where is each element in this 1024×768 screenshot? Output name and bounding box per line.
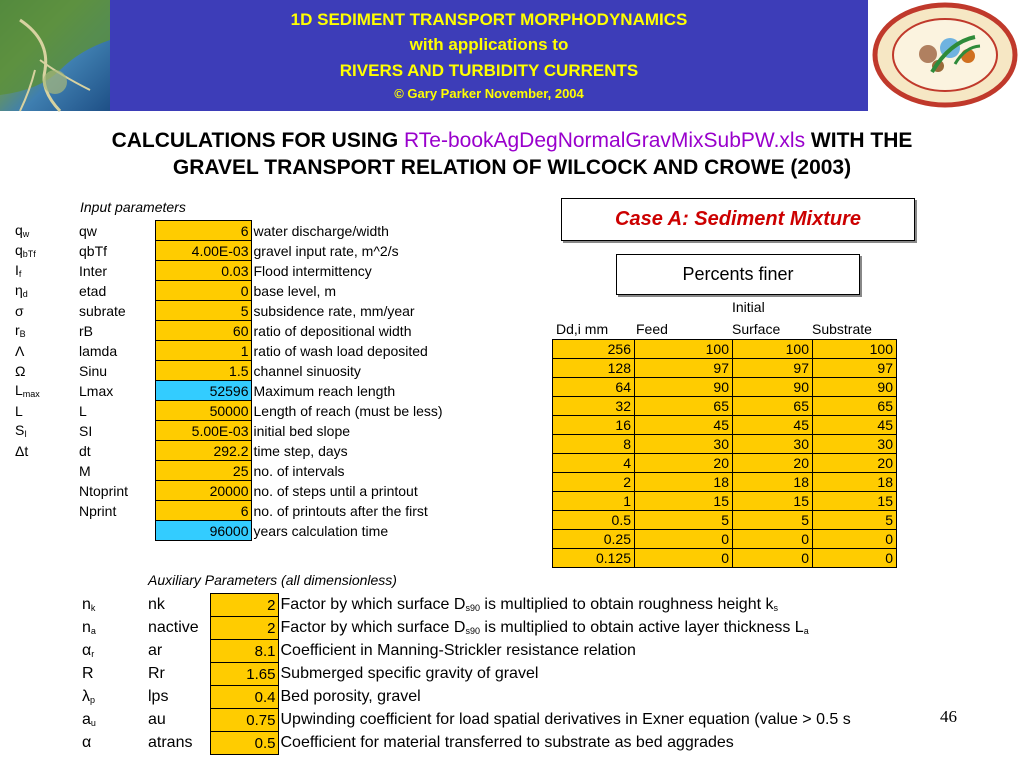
pct-diameter: 4 xyxy=(553,454,635,473)
param-value: 1 xyxy=(155,341,251,361)
param-name: dt xyxy=(79,442,91,459)
pct-feed: 97 xyxy=(635,359,733,378)
aux-symbol-sub: a xyxy=(90,626,96,636)
param-value: 0 xyxy=(155,281,251,301)
param-name: qw xyxy=(79,222,97,239)
param-value: 50000 xyxy=(155,401,251,421)
aux-description xyxy=(278,594,1018,617)
aux-value: 0.5 xyxy=(210,732,278,755)
pct-substrate: 0 xyxy=(813,549,897,568)
param-symbol-sub: max xyxy=(22,389,40,399)
pct-feed: 65 xyxy=(635,397,733,416)
input-row xyxy=(13,381,422,401)
param-name: SI xyxy=(79,422,93,439)
pct-row xyxy=(553,511,897,530)
param-name: lamda xyxy=(79,342,118,359)
pct-feed: 45 xyxy=(635,416,733,435)
pct-feed: 90 xyxy=(635,378,733,397)
aux-row xyxy=(80,617,1018,640)
pct-substrate: 5 xyxy=(813,511,897,530)
param-value: 52596 xyxy=(155,381,251,401)
input-row xyxy=(13,521,422,541)
pct-feed: 100 xyxy=(635,340,733,359)
aux-desc-text: Upwinding coefficient for load spatial derivatives in Exner equation (value > 0.5 s xyxy=(280,711,851,728)
param-name: Lmax xyxy=(79,382,114,399)
title-prefix: CALCULATIONS FOR USING xyxy=(111,129,404,152)
pct-surface: 30 xyxy=(733,435,813,454)
pct-row xyxy=(553,530,897,549)
aux-name: atrans xyxy=(148,734,193,751)
param-description: Flood intermittency xyxy=(253,262,372,279)
aux-symbol-sub: u xyxy=(90,718,96,728)
pct-diameter: 0.25 xyxy=(553,530,635,549)
pct-head-feed: Feed xyxy=(636,321,668,337)
param-symbol-main: Ω xyxy=(15,362,26,379)
pct-diameter: 1 xyxy=(553,492,635,511)
aux-symbol-main: α xyxy=(82,642,92,659)
param-symbol xyxy=(13,401,77,421)
param-name: Nprint xyxy=(79,502,117,519)
aux-symbol xyxy=(80,594,146,617)
param-name: Inter xyxy=(79,262,108,279)
pct-row xyxy=(553,340,897,359)
input-row xyxy=(13,261,422,281)
aux-name: nk xyxy=(148,596,165,613)
param-value: 0.03 xyxy=(155,261,251,281)
aux-row xyxy=(80,709,1018,732)
aux-desc-text: Factor by which surface D xyxy=(280,619,466,636)
pct-row xyxy=(553,454,897,473)
param-value: 6 xyxy=(155,501,251,521)
param-description: Length of reach (must be less) xyxy=(253,402,443,419)
pct-feed: 15 xyxy=(635,492,733,511)
pct-surface: 5 xyxy=(733,511,813,530)
pct-substrate: 20 xyxy=(813,454,897,473)
param-value: 1.5 xyxy=(155,361,251,381)
param-description: water discharge/width xyxy=(253,222,389,239)
aux-symbol-sub: k xyxy=(90,603,96,613)
pct-diameter: 256 xyxy=(553,340,635,359)
param-symbol xyxy=(13,461,77,481)
pct-feed: 20 xyxy=(635,454,733,473)
pct-row xyxy=(553,549,897,568)
pct-diameter: 0.125 xyxy=(553,549,635,568)
param-name: Sinu xyxy=(79,362,108,379)
aux-desc-sub: s90 xyxy=(465,603,480,613)
aux-description xyxy=(278,663,1018,686)
param-symbol xyxy=(13,501,77,521)
param-symbol xyxy=(13,421,77,441)
param-description: ratio of depositional width xyxy=(253,322,412,339)
aux-value: 0.4 xyxy=(210,686,278,709)
aux-desc-text: Coefficient for material transferred to substrate as bed aggrades xyxy=(280,734,734,751)
pct-feed: 0 xyxy=(635,549,733,568)
pct-surface: 97 xyxy=(733,359,813,378)
pct-row xyxy=(553,492,897,511)
param-value: 5 xyxy=(155,301,251,321)
param-symbol-sub: d xyxy=(22,289,28,299)
aux-name: lps xyxy=(148,688,169,705)
param-description: years calculation time xyxy=(253,522,389,539)
param-value: 60 xyxy=(155,321,251,341)
pct-feed: 30 xyxy=(635,435,733,454)
pct-surface: 0 xyxy=(733,549,813,568)
param-name xyxy=(77,521,155,541)
aux-description xyxy=(278,732,1018,755)
pct-head-initial: Initial xyxy=(732,299,765,315)
param-symbol xyxy=(13,261,77,281)
aux-value: 2 xyxy=(210,617,278,640)
title-filename: RTe-bookAgDegNormalGravMixSubPW.xls xyxy=(404,129,806,152)
pct-substrate: 97 xyxy=(813,359,897,378)
pct-row xyxy=(553,435,897,454)
param-symbol xyxy=(13,441,77,461)
param-value: 292.2 xyxy=(155,441,251,461)
pct-surface: 18 xyxy=(733,473,813,492)
aux-symbol xyxy=(80,640,146,663)
param-value: 6 xyxy=(155,221,251,241)
aux-desc-text: Factor by which surface D xyxy=(280,596,466,613)
aux-symbol xyxy=(80,732,146,755)
pct-substrate: 45 xyxy=(813,416,897,435)
aux-description xyxy=(278,709,1018,732)
input-row xyxy=(13,301,422,321)
pct-substrate: 90 xyxy=(813,378,897,397)
param-description: no. of intervals xyxy=(253,462,345,479)
input-row xyxy=(13,221,422,241)
case-label-box: Case A: Sediment Mixture xyxy=(561,198,915,241)
param-symbol-main: I xyxy=(15,262,19,278)
pct-row xyxy=(553,416,897,435)
pct-feed: 5 xyxy=(635,511,733,530)
pct-head-substrate: Substrate xyxy=(812,321,872,337)
param-symbol xyxy=(13,221,77,241)
nced-logo xyxy=(870,2,1020,109)
pct-surface: 45 xyxy=(733,416,813,435)
aux-desc-text: Bed porosity, gravel xyxy=(280,688,421,705)
param-symbol xyxy=(13,381,77,401)
param-value: 25 xyxy=(155,461,251,481)
param-symbol-main: Λ xyxy=(15,342,25,359)
aux-desc-sub-2: s xyxy=(773,603,778,613)
aux-symbol-main: a xyxy=(82,711,91,728)
param-value: 96000 xyxy=(155,521,251,541)
percents-finer-box: Percents finer xyxy=(616,254,860,295)
param-symbol-main: Δt xyxy=(15,442,29,459)
aux-desc-text-2: is multiplied to obtain roughness height k xyxy=(479,596,774,613)
input-row xyxy=(13,241,422,261)
param-name: M xyxy=(79,462,91,479)
title-suffix: WITH THE xyxy=(805,129,913,152)
aux-params-table xyxy=(80,593,1018,755)
aux-desc-sub-2: a xyxy=(803,626,809,636)
header-banner xyxy=(0,0,1024,111)
pct-row xyxy=(553,378,897,397)
pct-surface: 90 xyxy=(733,378,813,397)
aux-row xyxy=(80,732,1018,755)
aux-row xyxy=(80,640,1018,663)
page-number: 46 xyxy=(940,707,957,726)
aux-value: 1.65 xyxy=(210,663,278,686)
header-line-3: RIVERS AND TURBIDITY CURRENTS xyxy=(339,61,639,80)
pct-substrate: 30 xyxy=(813,435,897,454)
param-description: time step, days xyxy=(253,442,348,459)
pct-substrate: 65 xyxy=(813,397,897,416)
pct-feed: 18 xyxy=(635,473,733,492)
header-copyright: © Gary Parker November, 2004 xyxy=(394,86,584,101)
param-description: Maximum reach length xyxy=(253,382,396,399)
aux-row xyxy=(80,594,1018,617)
pct-surface: 20 xyxy=(733,454,813,473)
header-line-1: 1D SEDIMENT TRANSPORT MORPHODYNAMICS xyxy=(290,10,688,29)
param-symbol xyxy=(13,301,77,321)
aux-row xyxy=(80,686,1018,709)
param-description: initial bed slope xyxy=(253,422,351,439)
aux-symbol-main: n xyxy=(82,596,91,613)
param-symbol-main: q xyxy=(15,222,23,238)
pct-substrate: 100 xyxy=(813,340,897,359)
aux-symbol-main: R xyxy=(82,665,94,682)
input-row xyxy=(13,501,422,521)
param-name: L xyxy=(79,402,87,419)
aux-name: au xyxy=(148,711,166,728)
param-symbol xyxy=(13,341,77,361)
aux-value: 8.1 xyxy=(210,640,278,663)
input-params-label: Input parameters xyxy=(80,199,186,215)
pct-row xyxy=(553,473,897,492)
param-name: subrate xyxy=(79,302,126,319)
input-row xyxy=(13,341,422,361)
aux-desc-text: Coefficient in Manning-Strickler resistance relation xyxy=(280,642,636,659)
aux-description xyxy=(278,686,1018,709)
pct-substrate: 0 xyxy=(813,530,897,549)
aux-symbol-main: α xyxy=(82,734,92,751)
input-row xyxy=(13,461,422,481)
param-description: no. of steps until a printout xyxy=(253,482,418,499)
param-symbol-main: S xyxy=(15,422,25,438)
pct-diameter: 32 xyxy=(553,397,635,416)
param-description: base level, m xyxy=(253,282,336,299)
param-symbol-main: σ xyxy=(15,302,24,319)
param-description: gravel input rate, m^2/s xyxy=(253,242,399,259)
input-row xyxy=(13,441,422,461)
aux-desc-text: Submerged specific gravity of gravel xyxy=(280,665,539,682)
page-title xyxy=(0,127,1024,181)
pct-surface: 65 xyxy=(733,397,813,416)
title-line-2: GRAVEL TRANSPORT RELATION OF WILCOCK AND CROWE (2003) xyxy=(172,156,852,179)
param-symbol xyxy=(13,321,77,341)
param-symbol-sub: f xyxy=(18,269,22,279)
aux-symbol-sub: r xyxy=(91,649,95,659)
aux-desc-text-2: is multiplied to obtain active layer thickness L xyxy=(479,619,804,636)
input-row xyxy=(13,321,422,341)
param-description: subsidence rate, mm/year xyxy=(253,302,415,319)
pct-row xyxy=(553,397,897,416)
param-symbol-sub: B xyxy=(19,329,26,339)
pct-diameter: 0.5 xyxy=(553,511,635,530)
param-symbol xyxy=(13,481,77,501)
aux-name: nactive xyxy=(148,619,199,636)
pct-surface: 15 xyxy=(733,492,813,511)
aux-symbol-main: λ xyxy=(82,688,90,705)
pct-surface: 100 xyxy=(733,340,813,359)
aux-row xyxy=(80,663,1018,686)
param-symbol-main: r xyxy=(15,322,20,338)
param-description: channel sinuosity xyxy=(253,362,361,379)
pct-surface: 0 xyxy=(733,530,813,549)
pct-substrate: 15 xyxy=(813,492,897,511)
header-title-band xyxy=(110,0,868,111)
aux-params-label: Auxiliary Parameters (all dimensionless) xyxy=(148,572,397,588)
aux-desc-sub: s90 xyxy=(465,626,480,636)
param-description: ratio of wash load deposited xyxy=(253,342,428,359)
aux-value: 2 xyxy=(210,594,278,617)
pct-feed: 0 xyxy=(635,530,733,549)
input-row xyxy=(13,401,422,421)
param-symbol xyxy=(13,521,77,541)
aux-symbol-main: n xyxy=(82,619,91,636)
param-symbol xyxy=(13,361,77,381)
aux-symbol xyxy=(80,686,146,709)
param-symbol-sub: bTf xyxy=(22,249,36,259)
param-symbol-main: L xyxy=(15,382,23,398)
param-symbol xyxy=(13,281,77,301)
aux-symbol-sub: p xyxy=(90,695,96,705)
param-symbol-main: L xyxy=(15,402,23,419)
aux-name: Rr xyxy=(148,665,165,682)
param-name: qbTf xyxy=(79,242,108,259)
pct-diameter: 16 xyxy=(553,416,635,435)
param-symbol-sub: w xyxy=(22,229,30,239)
param-description: no. of printouts after the first xyxy=(253,502,428,519)
header-line-2: with applications to xyxy=(409,35,569,54)
input-row xyxy=(13,281,422,301)
input-row xyxy=(13,481,422,501)
pct-head-surface: Surface xyxy=(732,321,781,337)
aux-description xyxy=(278,617,1018,640)
param-name: rB xyxy=(79,322,93,339)
param-symbol-sub: I xyxy=(24,429,27,439)
param-value: 4.00E-03 xyxy=(155,241,251,261)
param-value: 5.00E-03 xyxy=(155,421,251,441)
pct-head-diameter: Dd,i mm xyxy=(556,321,609,337)
param-name: etad xyxy=(79,282,107,299)
pct-diameter: 128 xyxy=(553,359,635,378)
delta-map-image xyxy=(0,0,110,111)
input-row xyxy=(13,421,422,441)
aux-name: ar xyxy=(148,642,163,659)
aux-symbol xyxy=(80,663,146,686)
input-params-table xyxy=(13,220,443,541)
aux-description xyxy=(278,640,1018,663)
aux-symbol xyxy=(80,709,146,732)
aux-symbol xyxy=(80,617,146,640)
aux-value: 0.75 xyxy=(210,709,278,732)
param-value: 20000 xyxy=(155,481,251,501)
pct-row xyxy=(553,359,897,378)
param-name: Ntoprint xyxy=(79,482,129,499)
param-symbol-main: η xyxy=(15,282,23,298)
pct-substrate: 18 xyxy=(813,473,897,492)
pct-diameter: 8 xyxy=(553,435,635,454)
pct-diameter: 2 xyxy=(553,473,635,492)
param-symbol-main: q xyxy=(15,242,23,258)
input-row xyxy=(13,361,422,381)
percents-finer-table xyxy=(552,339,897,568)
param-symbol xyxy=(13,241,77,261)
pct-diameter: 64 xyxy=(553,378,635,397)
